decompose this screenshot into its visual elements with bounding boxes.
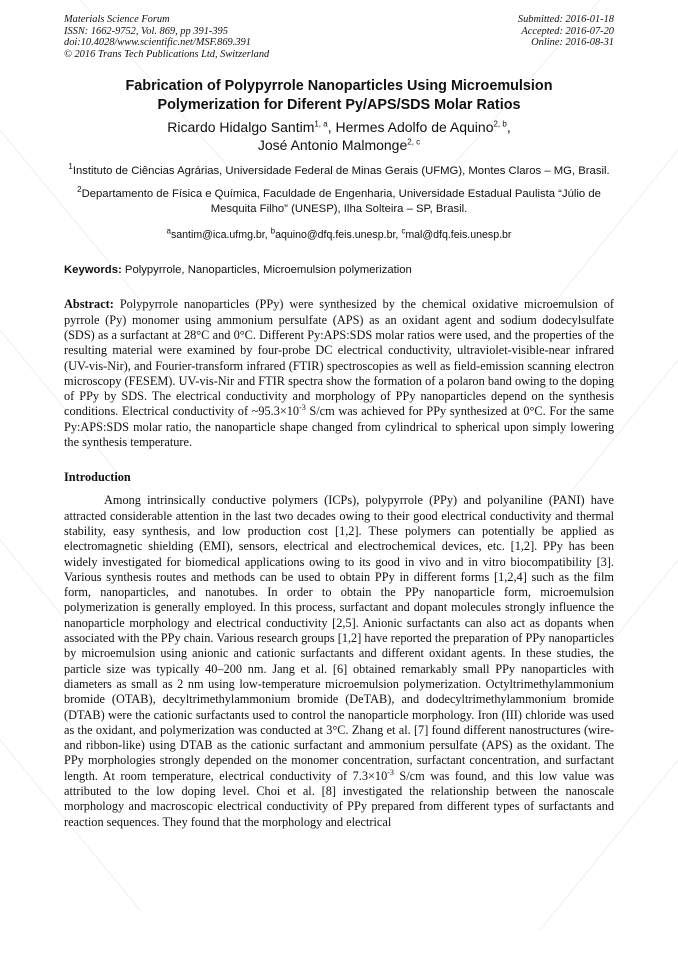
title-line-1: Fabrication of Polypyrrole Nanoparticles Using Microemulsion bbox=[125, 78, 553, 95]
intro-text-1: Among intrinsically conductive polymers (ICPs), polypyrrole (PPy) and polyaniline (PANI) have attracted considerable attention in the last two decades owing to their good electrical conductivity and thermal stability, easy synthesis, and low production cost [1,2]. These polymers can potentially be applied as electromagnetic shielding (EMI), sensors, electrical and electrochemical devices, etc. [1,2]. PPy has been widely investigated for biomedical applications owing to its good in vivo and in vitro biocompatibility [3]. Various synthesis routes and methods can be used to obtain PPy in different forms [1,2,4] such as the film form, nanoparticles, and nanotubes. In order to obtain the PPy nanoparticle form, microemulsion polymerization is generally employed. In this process, surfactant and dopant molecules strongly influence the nanoparticle morphology and electrical conductivity [2,5]. Anionic surfactants can also act as dopants when associated with the PPy chain. Various research groups [1,2] have reported the preparation of PPy nanoparticles by microemulsion using anionic and cationic surfactants and different oxidant agents. In these studies, the particle size was typically 40–200 nm. Jang et al. [6] obtained remarkably small PPy nanoparticles with diameters as small as 2 nm using low-temperature microemulsion polymerization. Octyltrimethylammonium bromide (OTAB), decyltrimethylammonium bromide (DeTAB), and dodecyltrimethylammonium bromide (DTAB) were the cationic surfactants used to control the nanoparticle morphology. Iron (III) chloride was used as the oxidant, and polymerization was conducted at 3°C. Zhang et al. [7] found different nanostructures (wire- and ribbon-like) using DTAB as the cationic surfactant and ammonium persulfate (APS) as the oxidant. The PPy morphologies strongly depended on the monomer concentration, surfactant concentration, and surfactant length. At room temperature, electrical conductivity of 7.3×10 bbox=[64, 493, 614, 783]
abstract-text-1: Polypyrrole nanoparticles (PPy) were synthesized by the chemical oxidative microemulsion of pyrrole (Py) monomer using ammonium persulfate (APS) as an oxidant agent and sodium dodecylsulfate (SDS) as a surfactant at 28°C and 0°C. Different Py:APS:SDS molar ratios were used, and the properties of the resulting material were examined by four-probe DC electrical conductivity, ultraviolet-visible-near infrared (UV-vis-Nir), and Fourier-transform infrared (FTIR) spectroscopies as well as field-emission scanning electron microscopy (FESEM). UV-vis-Nir and FTIR spectra show the formation of a polaron band owing to the doping of PPy by SDS. The electrical conductivity and morphology of PPy nanoparticles depend on the synthesis conditions. Electrical conductivity of ~95.3×10 bbox=[64, 297, 615, 419]
abstract bbox=[64, 297, 614, 450]
paper-title bbox=[64, 77, 614, 115]
header-left bbox=[64, 14, 269, 60]
author-3-sup: 2, c bbox=[407, 137, 421, 147]
email-b[interactable]: aquino@dfq.feis.unesp.br, bbox=[275, 229, 399, 242]
accepted-date: Accepted: 2016-07-20 bbox=[521, 25, 614, 37]
abstract-label: Abstract: bbox=[64, 297, 114, 312]
intro-exponent: -3 bbox=[387, 767, 394, 777]
affiliation-2-text: Departamento de Física e Química, Faculdade de Engenharia, Universidade Estadual Paulista “Júlio de Mesquita Filho” (UNESP), Ilha Solteira – SP, Brasil. bbox=[81, 188, 601, 216]
abstract-text-2: S/cm was achieved for PPy synthesized at 0°C. For the same Py:APS:SDS molar ratio, the nanoparticle shape changed from cylindrical to spherical upon simply lowering the synthesis temperature. bbox=[64, 404, 614, 450]
introduction-paragraph bbox=[64, 493, 614, 830]
title-line-2: Polymerization for Diferent Py/APS/SDS Molar Ratios bbox=[157, 97, 521, 114]
submitted-date: Submitted: 2016-01-18 bbox=[517, 14, 614, 25]
author-1-sup: 1, a bbox=[314, 119, 328, 129]
affiliation-1-text: Instituto de Ciências Agrárias, Universidade Federal de Minas Gerais (UFMG), Montes Claros – MG, Brasil. bbox=[72, 165, 610, 178]
keywords bbox=[64, 263, 614, 277]
author-emails bbox=[64, 228, 614, 242]
intro-text-2: S/cm was found, and this low value was attributed to the low doping level. Choi et al. [8] investigated the relationship between the nanoscale morphology and macroscopic electrical conductivity of PPy prepared from different types of surfactants and reaction sequences. They found that the morphology and electrical bbox=[64, 768, 614, 829]
online-date: Online: 2016-08-31 bbox=[531, 37, 614, 49]
journal-doi: doi:10.4028/www.scientific.net/MSF.869.391 bbox=[64, 37, 251, 49]
author-2-name: Hermes Adolfo de Aquino bbox=[335, 119, 494, 136]
affiliation-2 bbox=[64, 187, 614, 217]
journal-name: Materials Science Forum bbox=[64, 14, 170, 25]
keywords-label: Keywords: bbox=[64, 264, 122, 277]
email-c[interactable]: mal@dfq.feis.unesp.br bbox=[405, 229, 512, 242]
author-2-sup: 2, b bbox=[493, 119, 507, 129]
affiliation-2-sup: 2 bbox=[77, 185, 82, 195]
paper-page bbox=[64, 14, 614, 830]
author-list: Ricardo Hidalgo Santim$^{1, a}$, Hermes Adolfo de Aquino$^{2, b}$, José Antonio Malmonge$^{2, c}$ bbox=[167, 119, 511, 154]
email-a-sup: a bbox=[166, 226, 171, 236]
journal-copyright: © 2016 Trans Tech Publications Ltd, Switzerland bbox=[64, 48, 270, 60]
email-a[interactable]: santim@ica.ufmg.br, bbox=[170, 229, 268, 242]
author-1-name: Ricardo Hidalgo Santim bbox=[167, 119, 315, 136]
author-3-name: José Antonio Malmonge bbox=[257, 137, 408, 154]
section-heading-introduction: Introduction bbox=[64, 470, 131, 485]
keywords-text: Polypyrrole, Nanoparticles, Microemulsion polymerization bbox=[124, 264, 412, 277]
abstract-exponent: -3 bbox=[299, 403, 306, 413]
journal-issn: ISSN: 1662-9752, Vol. 869, pp 391-395 bbox=[64, 25, 228, 37]
affiliation-1-sup: 1 bbox=[68, 162, 73, 172]
affiliation-1 bbox=[64, 164, 614, 179]
header-right bbox=[518, 14, 614, 60]
email-b-sup: b bbox=[270, 226, 276, 236]
journal-header bbox=[64, 14, 614, 60]
email-c-sup: c bbox=[401, 226, 406, 236]
